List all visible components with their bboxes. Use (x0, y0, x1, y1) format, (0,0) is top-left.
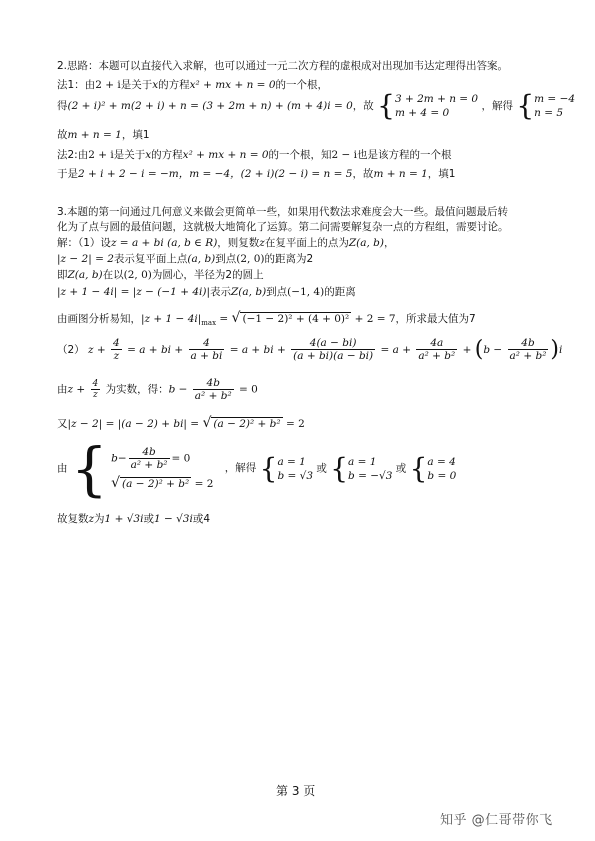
part2-real-condition: 由z + $\frac{4}{z}$ 为实数，得：b − $\frac{4b}{\text{a² + b²}}$ = 0 (57, 377, 258, 403)
section2-heading: 2.思路：本题可以直接代入求解，也可以通过一元二次方程的虚根成对出现加韦达定理得出答案。 (57, 60, 509, 72)
final-conclusion: 故复数z为1 + √3i或1 − √3i或4 (57, 513, 211, 525)
part1-line4: |z + 1 − 4i| = |z − (−1 + 4i)|表示Z(a, b)到点(−1, 4)的距离 (57, 286, 356, 298)
part2-expansion: （2） z + $\frac{4}{z}$ = a + bi + $\frac{4}{a + bi}$ = a + bi + $\frac{4(a - bi)}{(a + bi)(a - bi)}$ = a + $\frac{4a}{\text{a² + b²}}$ + (b − $\frac{4b}{\text{a² + b²}}$ )i (57, 337, 563, 363)
part1-line1: 解：（1）设z = a + bi (a, b ∈ R)，则复数z在复平面上的点为Z(a, b)， (57, 237, 395, 249)
part1-max-line: 由画图分析易知，$|z + 1 - 4i|_{max}$ = √ (−1 − 2)² + (4 + 0)² + 2 = 7，所求最大值为7 (57, 310, 476, 328)
part2-system: 由 { b− $\frac{4b}{\text{a² + b²}}$ = 0 √ (a − 2)² + b² = 2 ，解得 { a = 1 b = √3 或 { a = 1 b = −√3 或 { a = 4 b = 0 (57, 435, 457, 503)
method2-line1: 法2:由2 + i是关于x的方程x² + mx + n = 0的一个根，知2 − i也是该方程的一个根 (57, 149, 452, 161)
watermark: 知乎 @仁哥带你飞 (440, 813, 553, 828)
method1-conclusion: 故m + n = 1，填1 (57, 129, 150, 141)
part2-modulus-condition: 又|z − 2| = |(a − 2) + bi| = √ (a − 2)² + b² = 2 (57, 415, 305, 431)
page-number: 第 3 页 (276, 784, 316, 798)
method2-line2: 于是2 + i + 2 − i = −m，m = −4，(2 + i)(2 − i) = n = 5，故m + n = 1，填1 (57, 168, 456, 180)
part1-line3: 即Z(a, b)在以(2, 0)为圆心，半径为2的圆上 (57, 269, 264, 281)
method1-line1: 法1：由2 + i是关于x的方程x² + mx + n = 0的一个根， (57, 79, 328, 91)
method1-line2: 得(2 + i)² + m(2 + i) + n = (3 + 2m + n) + (m + 4)i = 0，故 { 3 + 2m + n = 0 m + 4 = 0 ，解得 { m = −4 n = 5 (57, 89, 576, 123)
section3-intro-line1: 3.本题的第一问通过几何意义来做会更简单一些，如果用代数法求难度会大一些。最值问题最后转 (57, 206, 509, 218)
part1-line2: |z − 2| = 2表示复平面上点(a, b)到点(2, 0)的距离为2 (57, 253, 314, 265)
section3-intro-line2: 化为了点与圆的最值问题，这就极大地简化了运算。第二问需要解复杂一点的方程组，需要讨论。 (57, 221, 509, 233)
